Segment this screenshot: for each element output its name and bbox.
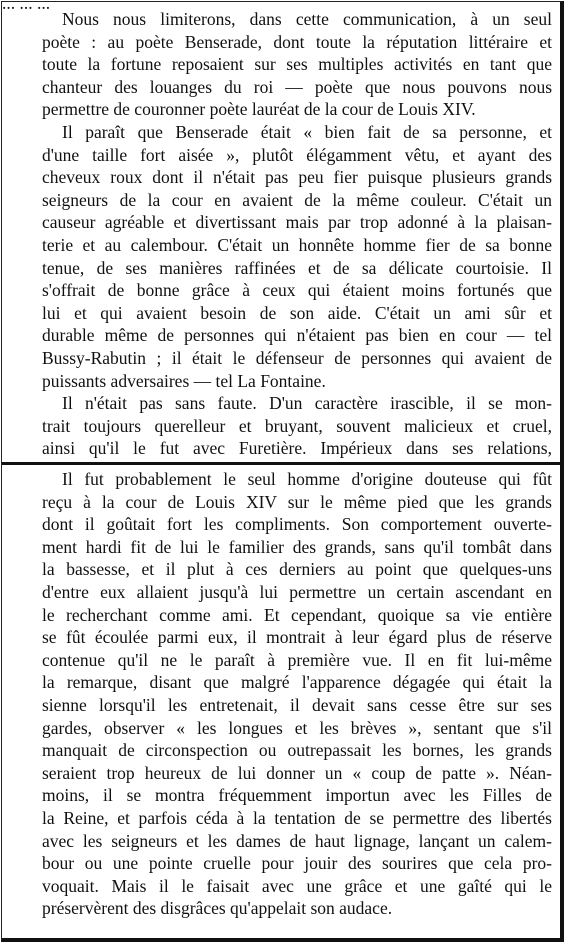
text-line: tenue, de ses manières raffinées et de sa délicate courtoisie. Il <box>42 257 552 278</box>
text-line: lui et qui avaient besoin de son aide. C'était un ami sûr et <box>42 302 552 323</box>
text-line: Bussy-Rabutin ; il était le défenseur de personnes qui avaient de <box>42 348 552 368</box>
text-line: Il fut probablement le seul homme d'origine douteuse qui fût <box>62 469 552 489</box>
text-line: dont il goûtait fort les compliments. Son comportement ouverte- <box>42 514 552 535</box>
text-line: Il paraît que Benserade était « bien fait de sa personne, et <box>62 122 552 142</box>
text-line: manquait de circonspection ou outrepassait les bornes, les grands <box>42 740 552 761</box>
text-line: reçu à la cour de Louis XIV sur le même pied que les grands <box>42 491 552 512</box>
text-line: seigneurs de la cour en avaient de la même couleur. C'était un <box>42 189 552 210</box>
text-line: permettre de couronner poète lauréat de la cour de Louis XIV. <box>42 99 476 120</box>
text-line: chanteur des louanges du roi — poète que nous pouvons nous <box>42 76 552 97</box>
text-line: avec les seigneurs et les dames de haut lignage, lançant un calem- <box>42 830 552 851</box>
text-line: voquait. Mais il le faisait avec une grâce et une gaîté qui le <box>42 875 552 896</box>
text-line: contenue qu'il ne le paraît à première vue. Il en fit lui-même <box>42 649 552 670</box>
text-line: le recherchant comme ami. Et cependant, quoique sa vie entière <box>42 604 552 625</box>
text-line: moins, il se montra fréquemment importun avec les Filles de <box>42 785 552 806</box>
text-line: causeur agréable et divertissant mais par trop adonné à la plaisan- <box>42 212 552 233</box>
text-line: bour ou une pointe cruelle pour jouir des sourires que cela pro- <box>42 853 552 874</box>
text-line: sienne lorsqu'il les entretenait, il devait sans cesse être sur ses <box>42 695 552 715</box>
text-line: gardes, observer « les longues et les brèves », sentant que s'il <box>42 717 552 738</box>
text-line: Nous nous limiterons, dans cette communication, à un seul <box>62 9 552 29</box>
text-line: la remarque, disant que malgré l'apparence dégagée qui était la <box>42 672 552 693</box>
text-line: Il n'était pas sans faute. D'un caractère irascible, il se mon- <box>62 393 552 414</box>
text-line: trait toujours querelleur et bruyant, souvent malicieux et cruel, <box>42 415 552 436</box>
text-line: terie et au calembour. C'était un honnête homme fier de sa bonne <box>42 235 552 255</box>
text-line: cheveux roux dont il n'était pas peu fier puisque plusieurs grands <box>42 167 552 188</box>
text-line: préservèrent des disgrâces qu'appelait son audace. <box>42 898 393 919</box>
text-line: seraient trop heureux de lui donner un « coup de patte ». Néan- <box>42 762 552 783</box>
text-line: se fût écoulée parmi eux, il montrait à leur égard plus de réserve <box>42 627 552 648</box>
text-line: ainsi qu'il le fut avec Furetière. Impérieux dans ses relations, <box>42 438 552 459</box>
text-line: toute la fortune reposaient sur ses multiples activités en tant que <box>42 54 552 75</box>
text-line: durable même de personnes qui n'étaient pas bien en cour — tel <box>42 325 552 346</box>
text-line: la bassesse, et il plut à ces derniers au point que quelques-uns <box>42 559 552 580</box>
text-line: s'offrait de bonne grâce à ceux qui étaient moins fortunés que <box>42 280 552 301</box>
scanned-page <box>1 1 564 942</box>
text-line: ment hardi fit de lui le familier des grands, sans qu'il tombât dans <box>42 536 552 557</box>
text-line: poète : au poète Benserade, dont toute la réputation littéraire et <box>42 31 552 52</box>
text-line: puissants adversaires — tel La Fontaine. <box>42 370 326 391</box>
page-divider-line <box>2 462 560 465</box>
text-line: d'entre eux allaient jusqu'à lui permettre un certain ascendant en <box>42 582 552 602</box>
cut-off-top-line: ... ... ... <box>2 1 51 13</box>
text-line: la Reine, et parfois céda à la tentation de se permettre des libertés <box>42 808 552 828</box>
text-line: d'une taille fort aisée », plutôt élégamment vêtu, et ayant des <box>42 144 552 165</box>
